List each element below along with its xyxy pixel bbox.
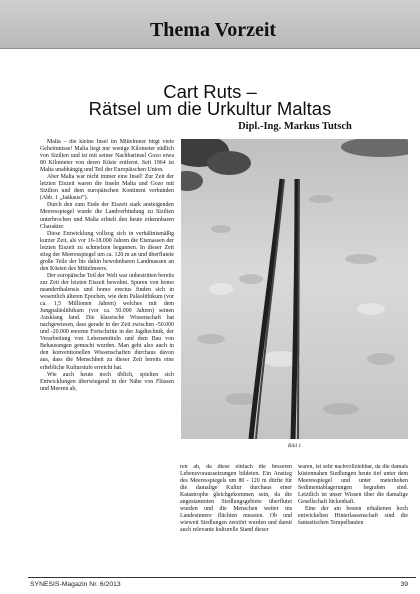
text-column-middle [180,464,292,576]
footer-publication: SYNESIS-Magazin Nr. 6/2013 [30,581,121,588]
text-column-left [40,139,174,569]
paragraph: Wie auch heute noch üblich, spielten sich Entwicklungen überwiegend in der Nähe von Flüssen und Meeren ab, [40,371,174,392]
cart-ruts-photo [181,139,408,439]
article-title-line1: Cart Ruts – [163,81,257,102]
paragraph: Diese Entwicklung vollzog sich in verhältnismäßig kurzer Zeit, als vor 16-18.000 Jahren die Eismassen der letzten Eiszeit zu schmelzen begannen. In dieser Zeit stieg der Meeresspiegel um ca. 120 m an und überflutete große Teile der bis dahin bewohnbaren Landmassen an den Küsten des Mittelmeers. [40,230,174,272]
article-title-line2: Rätsel um die Urkultur Maltas [88,98,332,119]
paragraph: Der europäische Teil der Welt war unbestritten bereits zur Zeit der letzten Eiszeit bewohnt. Spuren von homo neanderthalensis und homo erectus finden sich in wesentlich älteren Epochen, wie dem Paläolithikum (vor ca. 1,5 Millionen Jahren) welches mit dem Jungpaläolithikum (vor ca. 50.000 Jahren) seinen Ausklang fand. Die klassische Wissenschaft hat nachgewiesen, dass gerade in der Zeit zwischen -50.000 und -20.000 enorme Fortschritte in der Jagdtechnik, der Verarbeitung von Lebensmitteln und dem Bau von Behausungen gemacht wurden. Man geht also auch in den konventionellen Wissenschaften durchaus davon aus, dass die Menschheit zu dieser Zeit bereits eine erhebliche Kulturstufe erreicht hat. [40,272,174,371]
paragraph: Durch den zum Ende der Eiszeit stark ansteigenden Meeresspiegel wurde die Landverbindung zu Sizilien unterbrochen und Malta erhielt den heute erkennbaren Charakter. [40,202,174,230]
article-author: Dipl.-Ing. Markus Tutsch [238,121,352,132]
page-number: 39 [400,581,408,588]
section-title: Thema Vorzeit [149,19,277,41]
figure-caption: Bild 1 [287,443,302,449]
paragraph: ren ab, da diese einfach die besseren Lebensvoraussetzungen bildeten. Ein Anstieg des Meeresspiegels um 80 - 120 m dürfte für die damalige Kultur durchaus einer Katastrophe gleichgekommen sein, da die angestammten Siedlungsgebiete überflutet wurden und die Menschen weiter ins Landesinnere flüchten mussten. Ob und wieweit Siedlungen zerstört wurden und damit auch relevante kulturelle Stand dieser [180,464,292,534]
paragraph: Eine der am besten erhaltenen hoch entwickelten Hinterlassenschaft sind die fantastischen Tempelbauten [298,506,408,527]
paragraph: Malta – die kleine Insel im Mittelmeer birgt viele Geheimnisse! Malta liegt nur wenige Kilometer südlich von Sizilien und ist mit seiner Nachbarinsel Gozo etwa 80 Kilometer von deren Küste entfernt. Seit 1964 ist Malta unabhängig und Teil der Europäischen Union. [40,139,174,174]
footer-divider [28,577,416,578]
text-column-right [298,464,408,576]
paragraph: waren, ist sehr nachvollziehbar, da die damals küstennahen Siedlungen heute tief unter dem Meeresspiegel und unter meterhohen Sedimentablagerungen begraben sind. Letztlich ist unser Wissen über die damalige Gesellschaft lückenhaft. [298,464,408,506]
paragraph: Aber Malta war nicht immer eine Insel! Zur Zeit der letzten Eiszeit waren die Inseln Malta und Gozo mit Sizilien und dem europäischen Kontinent verbunden (Abb. 1 „Jaäkausi“). [40,174,174,202]
